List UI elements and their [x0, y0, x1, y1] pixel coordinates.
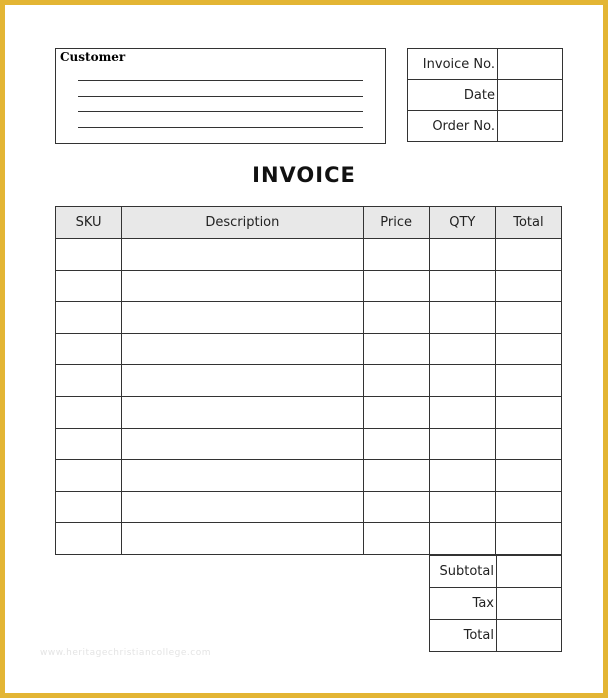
- description-cell[interactable]: [122, 428, 363, 460]
- total-cell[interactable]: [495, 333, 561, 365]
- price-cell[interactable]: [363, 270, 429, 302]
- invoice-no-label: Invoice No.: [408, 49, 498, 80]
- header-qty: QTY: [429, 207, 495, 239]
- table-row: [56, 460, 562, 492]
- total-field[interactable]: [497, 620, 562, 652]
- order-no-field[interactable]: [498, 111, 563, 142]
- price-cell[interactable]: [363, 460, 429, 492]
- sku-cell[interactable]: [56, 523, 122, 555]
- price-cell[interactable]: [363, 333, 429, 365]
- sku-cell[interactable]: [56, 333, 122, 365]
- total-cell[interactable]: [495, 365, 561, 397]
- invoice-meta-table: [407, 48, 563, 142]
- description-cell[interactable]: [122, 270, 363, 302]
- customer-line[interactable]: [78, 127, 363, 128]
- qty-cell[interactable]: [429, 460, 495, 492]
- price-cell[interactable]: [363, 239, 429, 271]
- total-label: Total: [430, 620, 497, 652]
- qty-cell[interactable]: [429, 333, 495, 365]
- table-row: [56, 396, 562, 428]
- total-row: [430, 620, 562, 652]
- qty-cell[interactable]: [429, 491, 495, 523]
- qty-cell[interactable]: [429, 302, 495, 334]
- customer-label: Customer: [60, 50, 126, 64]
- qty-cell[interactable]: [429, 523, 495, 555]
- header-description: Description: [122, 207, 363, 239]
- description-cell[interactable]: [122, 302, 363, 334]
- description-cell[interactable]: [122, 523, 363, 555]
- sku-cell[interactable]: [56, 302, 122, 334]
- customer-line[interactable]: [78, 80, 363, 81]
- sku-cell[interactable]: [56, 460, 122, 492]
- meta-row-invoice-no: [408, 49, 563, 80]
- table-row: [56, 365, 562, 397]
- customer-box: [55, 48, 386, 144]
- date-field[interactable]: [498, 80, 563, 111]
- total-cell[interactable]: [495, 270, 561, 302]
- table-row: [56, 333, 562, 365]
- sku-cell[interactable]: [56, 396, 122, 428]
- tax-label: Tax: [430, 588, 497, 620]
- description-cell[interactable]: [122, 365, 363, 397]
- customer-line[interactable]: [78, 111, 363, 112]
- subtotal-field[interactable]: [497, 556, 562, 588]
- total-cell[interactable]: [495, 239, 561, 271]
- invoice-no-field[interactable]: [498, 49, 563, 80]
- sku-cell[interactable]: [56, 365, 122, 397]
- header-sku: SKU: [56, 207, 122, 239]
- customer-line[interactable]: [78, 96, 363, 97]
- totals-table: [429, 555, 562, 652]
- total-cell[interactable]: [495, 396, 561, 428]
- description-cell[interactable]: [122, 333, 363, 365]
- price-cell[interactable]: [363, 302, 429, 334]
- qty-cell[interactable]: [429, 270, 495, 302]
- sku-cell[interactable]: [56, 428, 122, 460]
- sku-cell[interactable]: [56, 239, 122, 271]
- total-cell[interactable]: [495, 302, 561, 334]
- page-title: INVOICE: [252, 163, 356, 187]
- qty-cell[interactable]: [429, 428, 495, 460]
- watermark: www.heritagechristiancollege.com: [40, 648, 211, 658]
- qty-cell[interactable]: [429, 239, 495, 271]
- line-items-table: [55, 206, 562, 555]
- description-cell[interactable]: [122, 491, 363, 523]
- table-header-row: [56, 207, 562, 239]
- header-total: Total: [495, 207, 561, 239]
- header-price: Price: [363, 207, 429, 239]
- tax-row: [430, 588, 562, 620]
- price-cell[interactable]: [363, 428, 429, 460]
- table-row: [56, 239, 562, 271]
- table-row: [56, 428, 562, 460]
- total-cell[interactable]: [495, 428, 561, 460]
- date-label: Date: [408, 80, 498, 111]
- total-cell[interactable]: [495, 491, 561, 523]
- meta-row-order-no: [408, 111, 563, 142]
- order-no-label: Order No.: [408, 111, 498, 142]
- sku-cell[interactable]: [56, 270, 122, 302]
- table-row: [56, 302, 562, 334]
- table-row: [56, 491, 562, 523]
- price-cell[interactable]: [363, 396, 429, 428]
- table-row: [56, 270, 562, 302]
- subtotal-label: Subtotal: [430, 556, 497, 588]
- description-cell[interactable]: [122, 239, 363, 271]
- price-cell[interactable]: [363, 523, 429, 555]
- description-cell[interactable]: [122, 396, 363, 428]
- price-cell[interactable]: [363, 491, 429, 523]
- qty-cell[interactable]: [429, 396, 495, 428]
- meta-row-date: [408, 80, 563, 111]
- price-cell[interactable]: [363, 365, 429, 397]
- subtotal-row: [430, 556, 562, 588]
- qty-cell[interactable]: [429, 365, 495, 397]
- table-row: [56, 523, 562, 555]
- total-cell[interactable]: [495, 523, 561, 555]
- line-items-body: [56, 239, 562, 555]
- total-cell[interactable]: [495, 460, 561, 492]
- sku-cell[interactable]: [56, 491, 122, 523]
- description-cell[interactable]: [122, 460, 363, 492]
- tax-field[interactable]: [497, 588, 562, 620]
